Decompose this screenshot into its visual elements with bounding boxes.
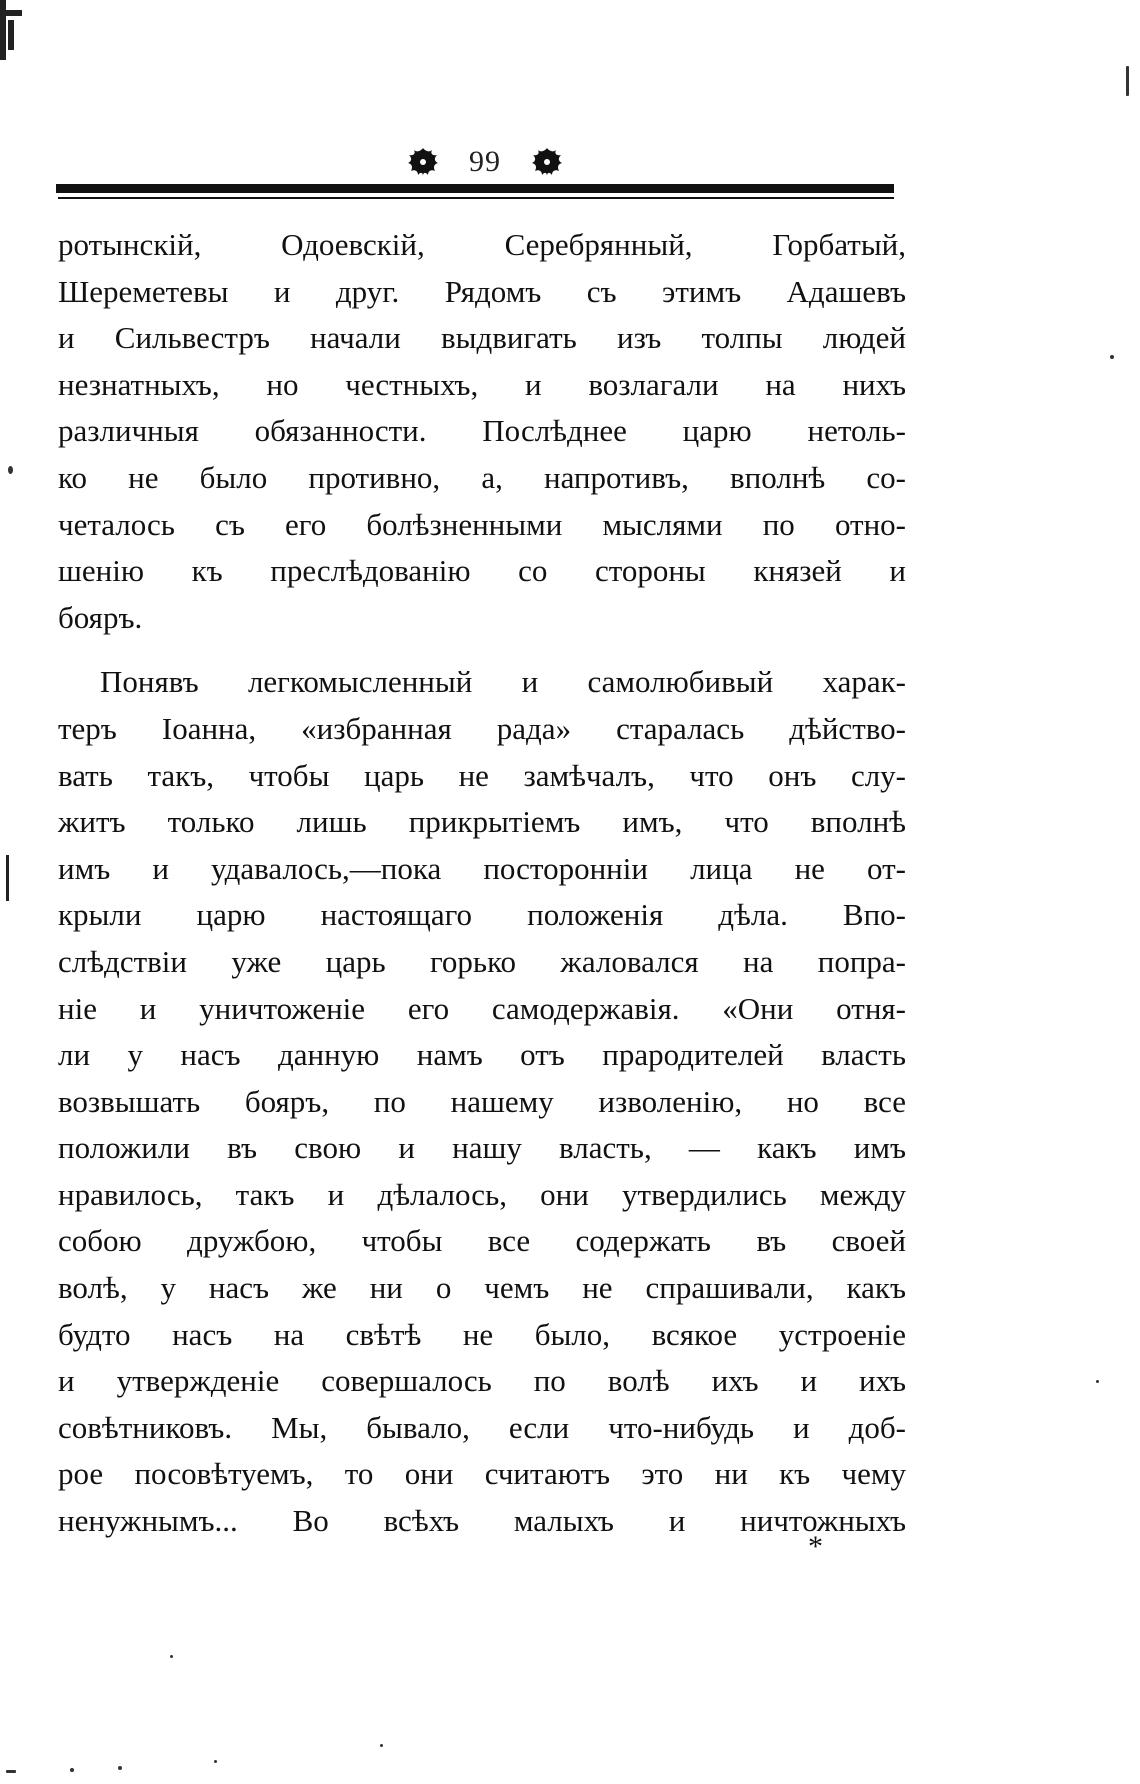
scan-speck <box>214 1760 217 1763</box>
text-line: волѣ, у насъ же ни о чемъ не спрашивали, какъ <box>58 1270 906 1306</box>
paragraph-1 <box>58 222 906 641</box>
header-rule-thin <box>58 197 894 199</box>
text-line: собою дружбою, чтобы все содержать въ своей <box>58 1223 906 1259</box>
scan-speck <box>6 1770 16 1773</box>
text-line: и утвержденіе совершалось по волѣ ихъ и ихъ <box>58 1363 906 1399</box>
scan-speck <box>380 1744 383 1747</box>
text-line: житъ только лишь прикрытіемъ имъ, что вполнѣ <box>58 804 906 840</box>
fleuron-left-icon <box>403 144 443 180</box>
text-line: бояръ. <box>58 599 143 635</box>
scan-speck <box>118 1766 122 1770</box>
scan-speck <box>1096 1380 1099 1383</box>
scan-speck <box>170 1655 173 1658</box>
text-line: положили въ свою и нашу власть, — какъ имъ <box>58 1130 906 1166</box>
scan-edge-mark <box>0 0 6 60</box>
header-rule-thick <box>56 184 894 193</box>
body-text <box>58 222 906 1545</box>
scan-speck <box>8 466 13 474</box>
text-line: будто насъ на свѣтѣ не было, всякое устроеніе <box>58 1316 906 1352</box>
scan-edge-mark <box>8 20 14 50</box>
text-line: четалось съ его болѣзненными мыслями по отно- <box>58 506 906 542</box>
text-line: Понявъ легкомысленный и самолюбивый харак- <box>100 664 906 700</box>
text-line: возвышать бояръ, по нашему изволенію, но все <box>58 1083 906 1119</box>
text-line: ніе и уничтоженіе его самодержавія. «Они отня- <box>58 990 906 1026</box>
scan-speck <box>70 1768 74 1772</box>
page-number: 99 <box>469 145 501 178</box>
page-header <box>0 140 1140 184</box>
text-line: шенію къ преслѣдованію со стороны князей и <box>58 553 906 589</box>
text-line: незнатныхъ, но честныхъ, и возлагали на нихъ <box>58 366 906 402</box>
scan-edge-mark <box>4 10 22 16</box>
signature-mark: * <box>808 1530 823 1563</box>
paragraph-gap <box>58 641 906 659</box>
text-line: ко не было противно, а, напротивъ, вполнѣ со- <box>58 459 906 495</box>
text-line: совѣтниковъ. Мы, бывало, если что-нибудь и доб- <box>58 1409 906 1445</box>
text-line: рое посовѣтуемъ, то они считаютъ это ни къ чему <box>58 1456 906 1492</box>
text-line: Шереметевы и друг. Рядомъ съ этимъ Адашевъ <box>58 273 906 309</box>
text-line: и Сильвестръ начали выдвигать изъ толпы людей <box>58 320 906 356</box>
text-line: различныя обязанности. Послѣднее царю нетоль- <box>58 413 906 449</box>
text-line: крыли царю настоящаго положенія дѣла. Впо- <box>58 897 906 933</box>
text-line: вать такъ, чтобы царь не замѣчалъ, что онъ слу- <box>58 757 906 793</box>
scan-edge-mark <box>6 855 9 901</box>
text-line: ли у насъ данную намъ отъ прародителей власть <box>58 1037 906 1073</box>
text-line: ненужнымъ... Во всѣхъ малыхъ и ничтожныхъ <box>58 1503 906 1539</box>
text-line: теръ Іоанна, «избранная рада» старалась дѣйство- <box>58 710 906 746</box>
scan-speck <box>1110 355 1114 359</box>
fleuron-right-icon <box>527 144 567 180</box>
text-line: нравилось, такъ и дѣлалось, они утвердились между <box>58 1176 906 1212</box>
paragraph-2 <box>58 659 906 1544</box>
text-line: слѣдствіи уже царь горько жаловался на попра- <box>58 943 906 979</box>
text-line: ротынскій, Одоевскій, Серебрянный, Горбатый, <box>58 227 906 262</box>
text-line: имъ и удавалось,—пока посторонніи лица не от- <box>58 850 906 886</box>
scan-speck <box>1126 66 1129 96</box>
